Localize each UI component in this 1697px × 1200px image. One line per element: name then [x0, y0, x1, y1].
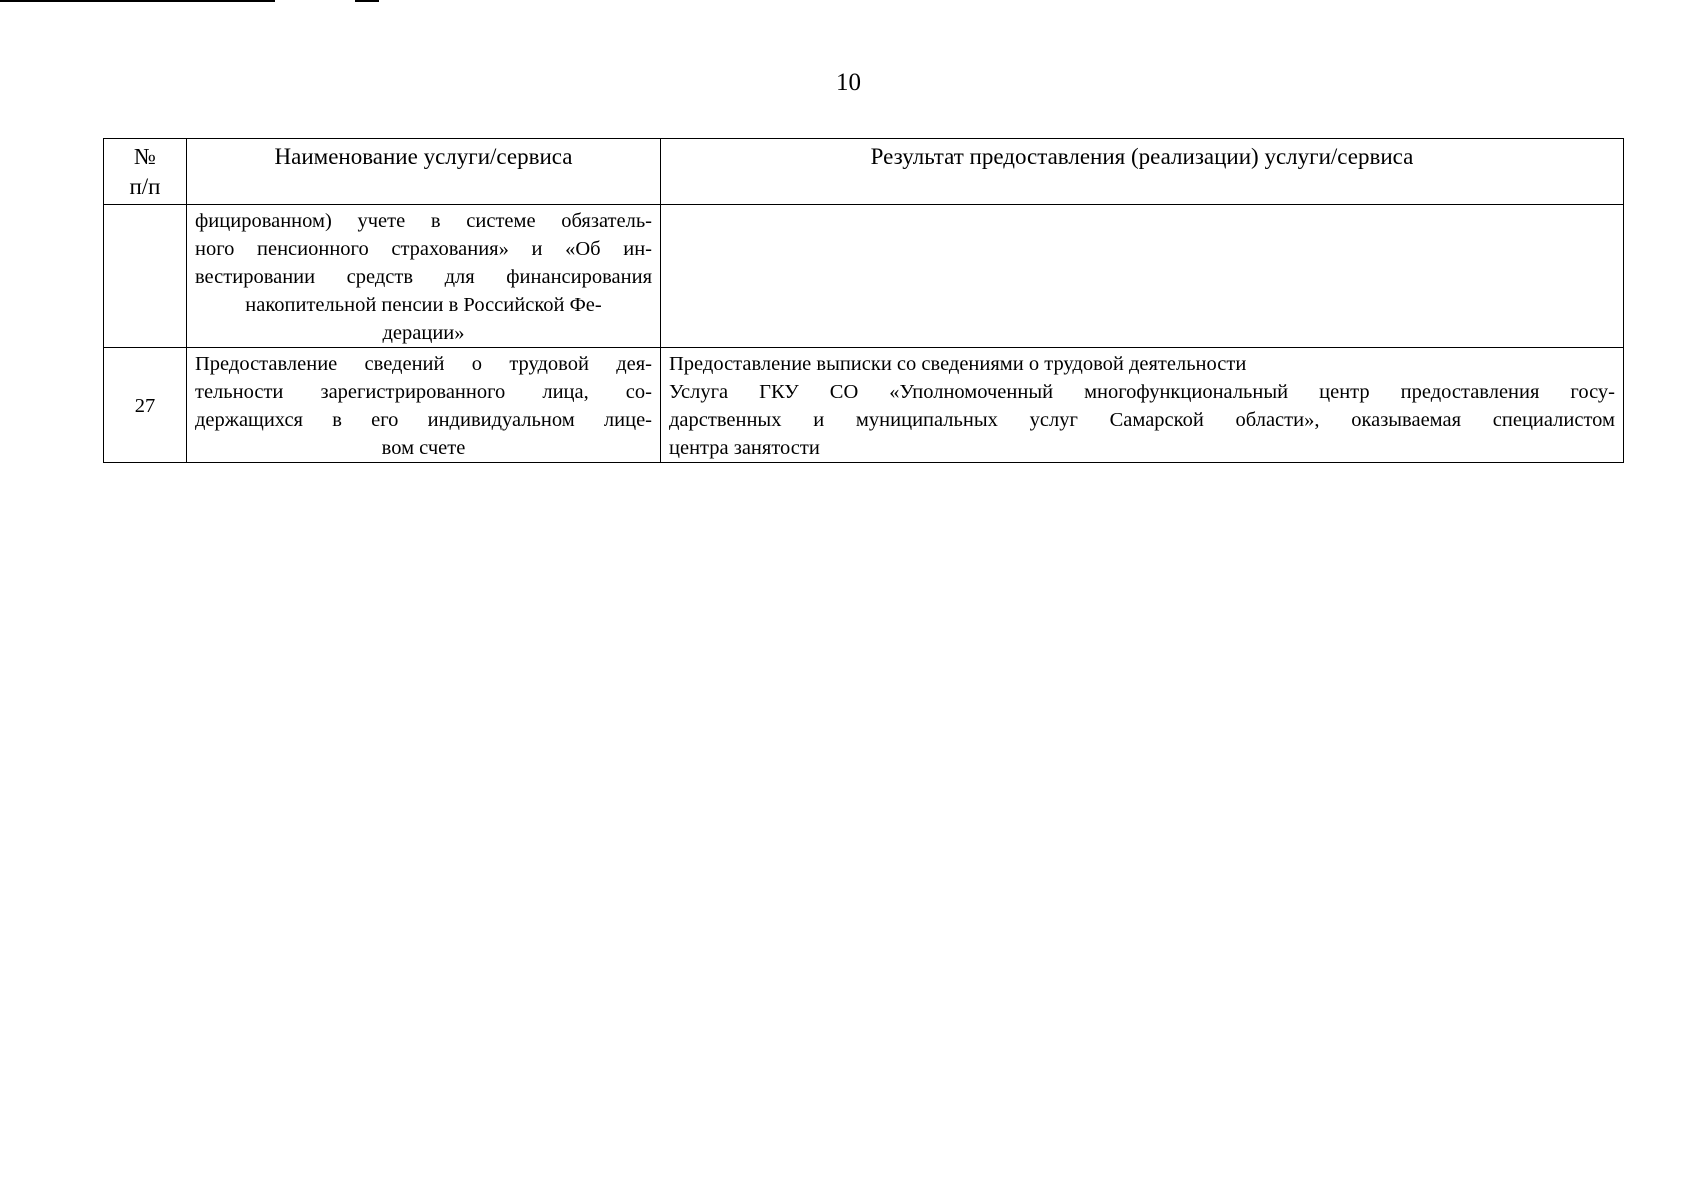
service-name-line: Предоставление сведений о трудовой дея- [195, 353, 652, 375]
service-result-line: дарственных и муниципальных услуг Самарской области», оказываемая специалистом [669, 409, 1615, 431]
service-name-line: тельности зарегистрированного лица, со- [195, 381, 652, 403]
service-result-line: Услуга ГКУ СО «Уполномоченный многофункциональный центр предоставления госу- [669, 381, 1615, 403]
scan-artifact-line [355, 0, 379, 2]
header-number-line: № [134, 144, 156, 169]
scan-artifact-line [0, 0, 275, 2]
service-result-line: центра занятости [669, 437, 820, 459]
service-name-line: ного пенсионного страхования» и «Об ин- [195, 238, 652, 260]
header-number [104, 139, 187, 205]
service-result-line: Предоставление выписки со сведениями о трудовой деятельности [669, 353, 1247, 375]
header-service-result: Результат предоставления (реализации) услуги/сервиса [661, 139, 1624, 205]
service-name-line: фицированном) учете в системе обязатель- [195, 210, 652, 232]
service-name-cell [187, 205, 661, 348]
service-name-line: дерации» [382, 322, 465, 344]
row-number: 27 [104, 348, 187, 463]
table-row [104, 348, 1624, 463]
page-number: 10 [836, 69, 861, 96]
service-name-line: держащихся в его индивидуальном лице- [195, 409, 652, 431]
service-name-cell [187, 348, 661, 463]
header-service-name: Наименование услуги/сервиса [187, 139, 661, 205]
header-number-line: п/п [129, 174, 161, 199]
table-header-row [104, 139, 1624, 205]
services-table [103, 138, 1624, 463]
service-result-cell [661, 348, 1624, 463]
service-result-cell [661, 205, 1624, 348]
row-number [104, 205, 187, 348]
service-name-line: вестировании средств для финансирования [195, 266, 652, 288]
service-name-line: накопительной пенсии в Российской Фе- [245, 294, 602, 316]
table-row [104, 205, 1624, 348]
service-name-line: вом счете [381, 437, 466, 459]
